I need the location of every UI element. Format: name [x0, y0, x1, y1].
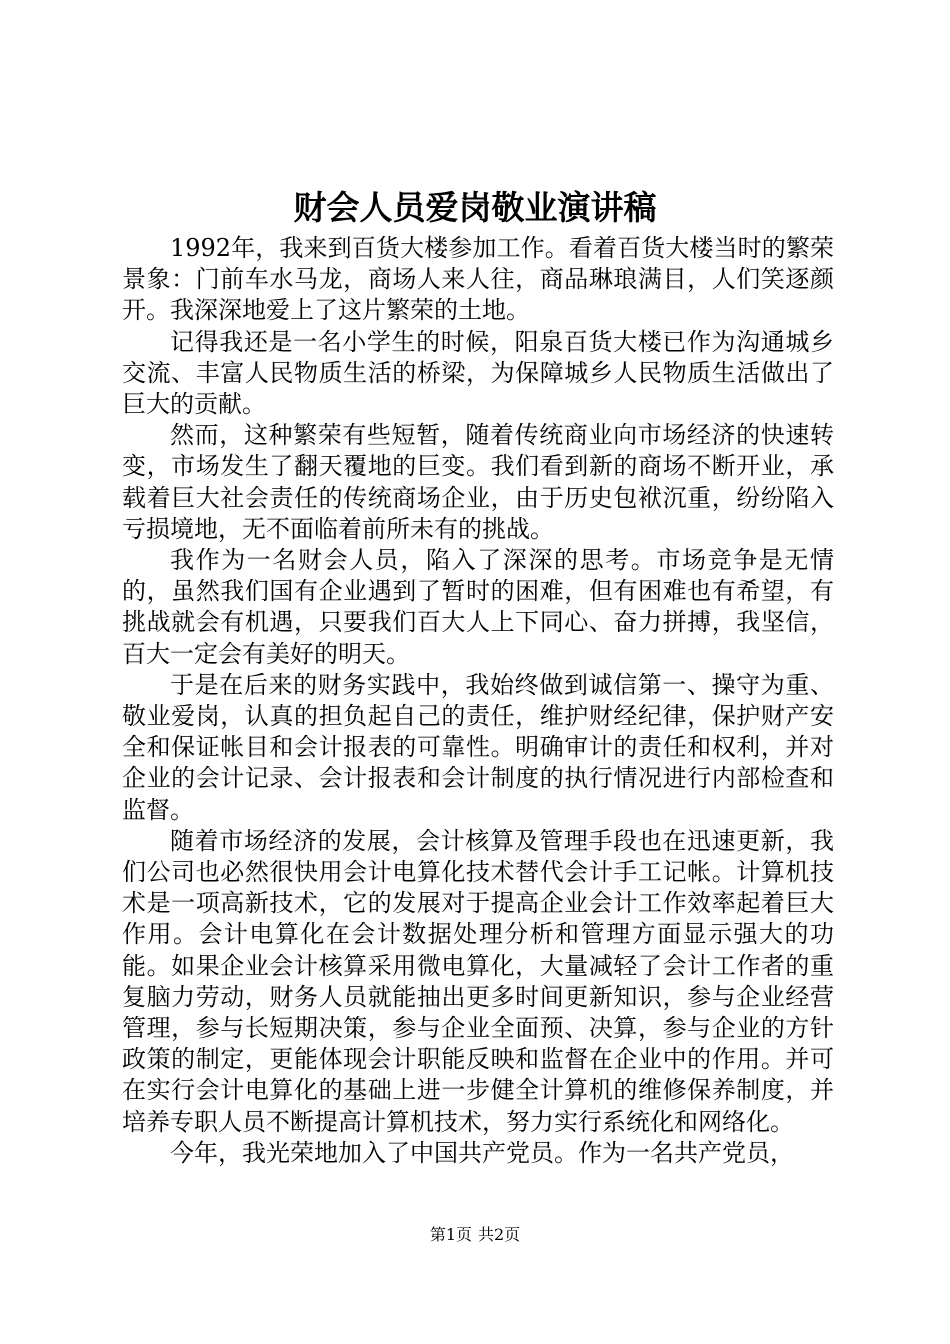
document-title: 财会人员爱岗敬业演讲稿: [293, 188, 657, 227]
paragraph: 1992年，我来到百货大楼参加工作。看着百货大楼当时的繁荣景象：门前车水马龙，商场人来人往，商品琳琅满目，人们笑逐颜开。我深深地爱上了这片繁荣的土地。: [122, 234, 834, 325]
paragraph: 记得我还是一名小学生的时候，阳泉百货大楼已作为沟通城乡交流、丰富人民物质生活的桥梁，为保障城乡人民物质生活做出了巨大的贡献。: [122, 327, 834, 419]
document-body: [122, 233, 834, 1169]
paragraph: 随着市场经济的发展，会计核算及管理手段也在迅速更新，我们公司也必然很快用会计电算化技术替代会计手工记帐。计算机技术是一项高新技术，它的发展对于提高企业会计工作效率起着巨大作用。会计电算化在会计数据处理分析和管理方面显示强大的功能。如果企业会计核算采用微电算化，大量减轻了会计工作者的重复脑力劳动，财务人员就能抽出更多时间更新知识，参与企业经营管理，参与长短期决策，参与企业全面预、决算，参与企业的方针政策的制定，更能体现会计职能反映和监督在企业中的作用。并可在实行会计电算化的基础上进一步健全计算机的维修保养制度，并培养专职人员不断提高计算机技术，努力实行系统化和网络化。: [122, 826, 834, 1136]
page-total: 共2页: [478, 1225, 521, 1244]
paragraph: 今年，我光荣地加入了中国共产党员。作为一名共产党员，: [170, 1138, 794, 1167]
paragraph: 于是在后来的财务实践中，我始终做到诚信第一、操守为重、敬业爱岗，认真的担负起自己的责任，维护财经纪律，保护财产安全和保证帐目和会计报表的可靠性。明确审计的责任和权利，并对企业的会计记录、会计报表和会计制度的执行情况进行内部检查和监督。: [122, 670, 834, 824]
paragraph: 我作为一名财会人员，陷入了深深的思考。市场竞争是无情的，虽然我们国有企业遇到了暂时的困难，但有困难也有希望，有挑战就会有机遇，只要我们百大人上下同心、奋力拼搏，我坚信，百大一定会有美好的明天。: [122, 546, 834, 668]
paragraph: 然而，这种繁荣有些短暂，随着传统商业向市场经济的快速转变，市场发生了翻天覆地的巨变。我们看到新的商场不断开业，承载着巨大社会责任的传统商场企业，由于历史包袱沉重，纷纷陷入亏损境地，无不面临着前所未有的挑战。: [122, 421, 834, 543]
page-number: 第1页: [429, 1225, 472, 1244]
page-footer: [0, 1224, 950, 1246]
